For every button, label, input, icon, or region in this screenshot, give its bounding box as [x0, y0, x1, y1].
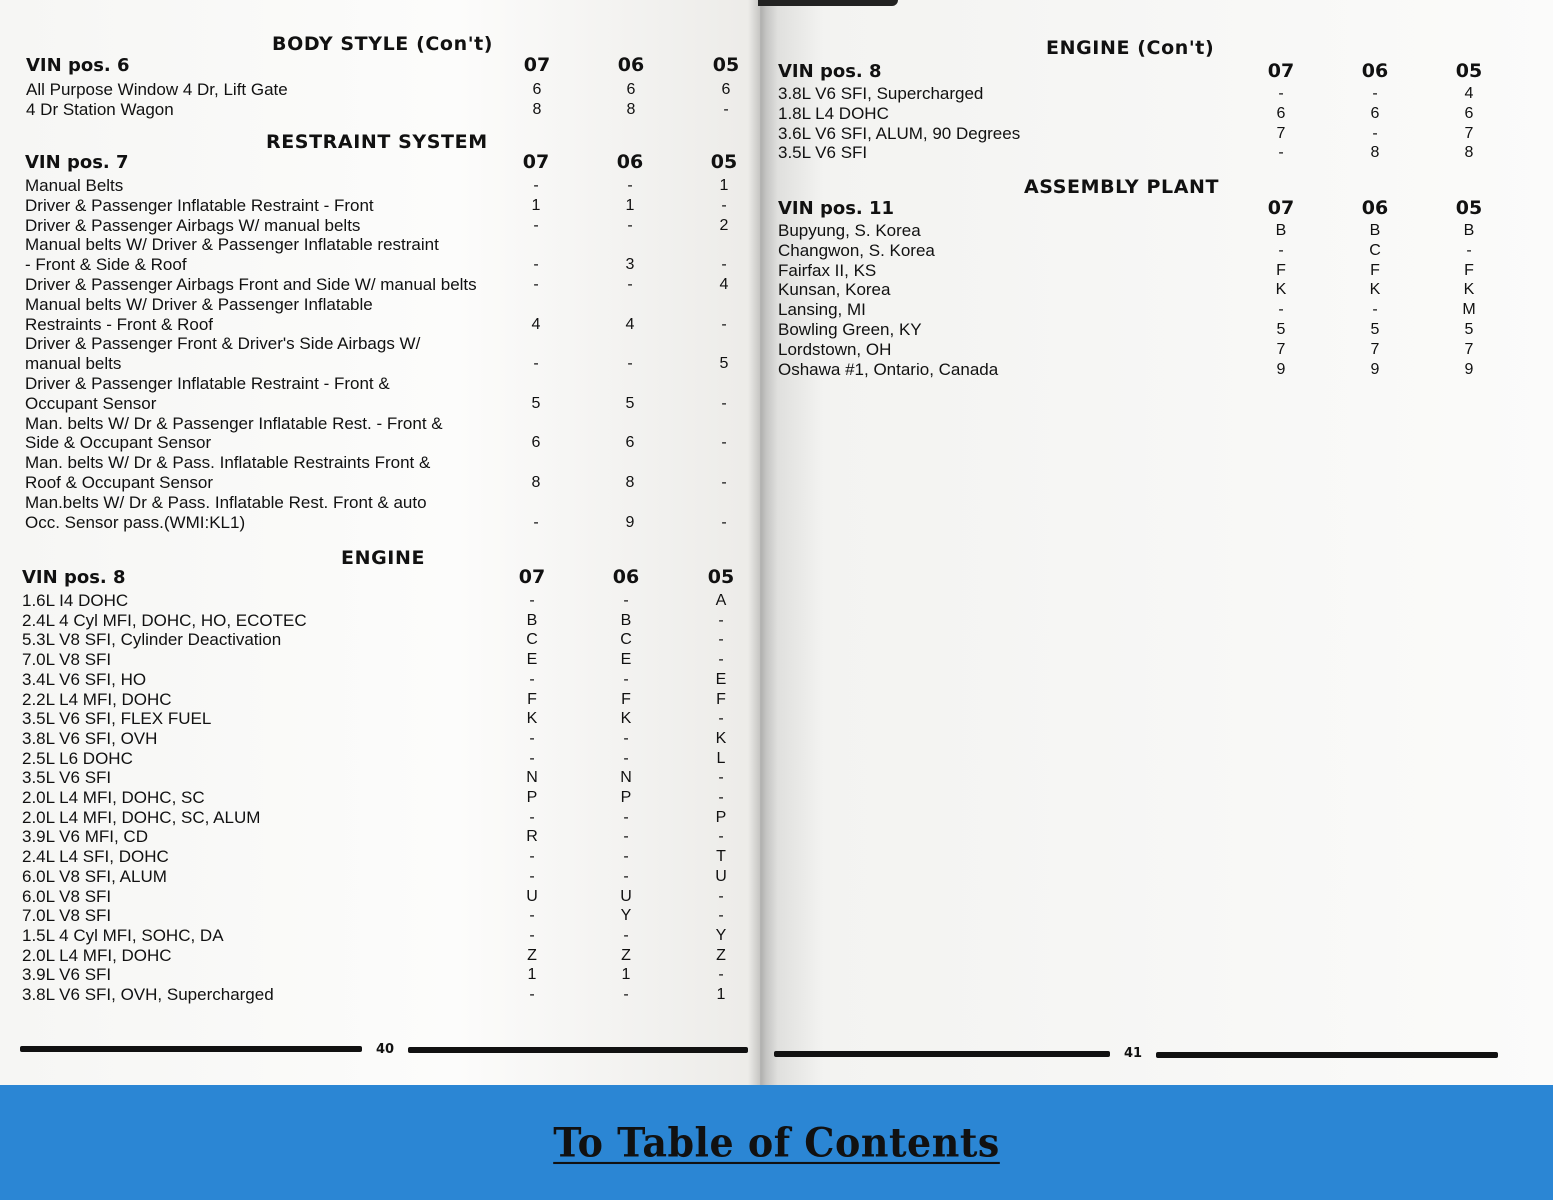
engine-row-value: -	[1278, 85, 1284, 102]
engine-row-value: 8	[1464, 144, 1474, 162]
body_style-row-label: 4 Dr Station Wagon	[26, 99, 174, 119]
assembly-row-value: B	[1463, 222, 1475, 239]
restraint-row-value: 8	[625, 474, 635, 491]
engine-row-value: F	[527, 690, 537, 708]
assembly-row-value: B	[1275, 222, 1287, 239]
engine-year-header: 05	[1455, 60, 1483, 82]
assembly-row-value: -	[1466, 241, 1472, 259]
engine-year-header: 07	[518, 566, 546, 588]
restraint-row-value: -	[627, 216, 633, 234]
assembly-row-value: K	[1463, 281, 1475, 299]
engine-row-value: -	[623, 592, 629, 609]
engine-row-value: -	[623, 828, 629, 846]
engine-row-value: 7	[1464, 124, 1474, 142]
engine-row-value: -	[623, 867, 629, 885]
engine-row-value: 6	[1370, 104, 1380, 122]
restraint-row-value: -	[533, 513, 539, 531]
assembly-row-value: B	[1369, 222, 1381, 239]
engine-row-label: 2.4L L4 SFI, DOHC	[22, 847, 169, 867]
engine-row-value: T	[716, 848, 726, 866]
engine-row-value: 7	[1276, 124, 1286, 142]
restraint-row-label: Roof & Occupant Sensor	[25, 473, 214, 492]
engine-row-value: K	[715, 729, 727, 747]
restraint-row-value: -	[627, 276, 633, 293]
engine-row-value: 8	[1370, 144, 1380, 162]
restraint-row-value: 8	[531, 474, 541, 491]
assembly-row-value: C	[1369, 241, 1381, 259]
assembly-row-value: K	[1275, 281, 1287, 299]
engine-row-value: -	[623, 926, 629, 944]
restraint-row-label: Occ. Sensor pass.(WMI:KL1)	[25, 512, 246, 532]
engine-row-value: -	[529, 729, 535, 747]
restraint-row-value: 6	[531, 434, 541, 452]
body_style-row-value: 8	[626, 100, 636, 118]
body_style-row-value: -	[723, 100, 729, 118]
restraint-row-label: Driver & Passenger Inflatable Restraint - Front	[25, 195, 374, 215]
restraint-row-value: -	[721, 434, 727, 452]
engine-row-value: P	[620, 789, 632, 806]
body_style-section-title: BODY STYLE (Con't)	[272, 33, 494, 55]
restraint-row-label: Man. belts W/ Dr & Passenger Inflatable Rest. - Front &	[25, 413, 443, 433]
engine-row-value: -	[529, 986, 535, 1003]
engine-row-label: 3.9L V6 SFI	[22, 965, 112, 985]
engine-row-label: 6.0L V8 SFI, ALUM	[22, 866, 167, 886]
assembly-year-header: 05	[1455, 197, 1483, 219]
engine-row-label: 3.8L V6 SFI, OVH	[22, 728, 158, 748]
page-rule-right-a	[774, 1051, 1110, 1057]
engine-row-value: -	[718, 769, 724, 787]
restraint-row-value: -	[533, 355, 539, 373]
restraint-row-label: Side & Occupant Sensor	[25, 433, 212, 453]
engine-row-label: 1.6L I4 DOHC	[22, 591, 129, 610]
engine-row-value: N	[620, 769, 632, 787]
body_style-row-value: 6	[626, 81, 636, 98]
restraint-row-value: 5	[531, 394, 541, 412]
restraint-row-label: Manual Belts	[25, 176, 124, 195]
page-rule-left-b	[408, 1047, 748, 1053]
engine-row-value: L	[716, 749, 726, 767]
engine-row-value: -	[623, 670, 629, 688]
assembly-row-value: M	[1462, 301, 1476, 319]
restraint-row-value: 2	[719, 216, 729, 234]
engine-row-label: 7.0L V8 SFI	[22, 906, 112, 926]
restraint-year-header: 05	[710, 151, 738, 173]
assembly-section-title: ASSEMBLY PLANT	[1024, 176, 1220, 198]
engine-row-value: 4	[1464, 85, 1474, 102]
engine-year-header: 07	[1267, 60, 1295, 82]
engine-row-value: F	[716, 690, 726, 708]
restraint-row-value: 4	[625, 315, 635, 333]
engine-row-value: B	[620, 611, 632, 629]
engine-row-value: -	[529, 926, 535, 944]
page-rule-right-b	[1156, 1052, 1498, 1058]
engine-row-value: Y	[620, 907, 632, 925]
engine-row-value: R	[526, 828, 538, 846]
body_style-row-label: All Purpose Window 4 Dr, Lift Gate	[26, 80, 288, 99]
engine-row-label: 3.5L V6 SFI	[778, 143, 868, 163]
assembly-row-value: 9	[1464, 360, 1474, 378]
assembly-row-value: 7	[1276, 340, 1286, 358]
assembly-row-value: -	[1372, 301, 1378, 319]
body_style-row-value: 8	[532, 100, 542, 118]
restraint-row-value: 5	[719, 355, 729, 373]
restraint-row-label: Manual belts W/ Driver & Passenger Inflatable	[25, 294, 373, 314]
restraint-row-value: 6	[625, 434, 635, 452]
restraint-row-label: manual belts	[25, 354, 122, 374]
engine-row-value: -	[623, 729, 629, 747]
assembly-row-value: 5	[1370, 321, 1380, 338]
engine-row-value: -	[623, 808, 629, 826]
restraint-row-value: -	[721, 315, 727, 333]
engine-row-value: N	[526, 769, 538, 787]
restraint-row-label: Man. belts W/ Dr & Pass. Inflatable Restraints Front &	[25, 453, 431, 473]
engine-row-label: 2.2L L4 MFI, DOHC	[22, 689, 172, 709]
table-of-contents-link[interactable]: To Table of Contents	[553, 1118, 1000, 1167]
engine-row-value: 6	[1276, 104, 1286, 122]
assembly-row-value: F	[1370, 261, 1380, 279]
assembly-row-value: 7	[1464, 340, 1474, 358]
restraint-row-label: Occupant Sensor	[25, 393, 157, 413]
engine-row-value: -	[718, 710, 724, 728]
engine-row-value: -	[529, 867, 535, 885]
restraint-row-value: -	[627, 355, 633, 373]
restraint-row-label: Driver & Passenger Airbags Front and Side W/ manual belts	[25, 275, 477, 294]
engine-row-label: 2.0L L4 MFI, DOHC, SC, ALUM	[22, 807, 261, 827]
assembly-row-value: F	[1276, 261, 1286, 279]
engine-row-value: Y	[715, 926, 727, 944]
restraint-row-value: 5	[625, 394, 635, 412]
assembly-row-label: Lansing, MI	[778, 300, 866, 320]
assembly-row-value: -	[1278, 241, 1284, 259]
restraint-section-title: RESTRAINT SYSTEM	[266, 131, 488, 153]
engine-row-value: -	[1372, 124, 1378, 142]
engine-row-label: 2.5L L6 DOHC	[22, 748, 133, 768]
engine-row-value: E	[715, 670, 727, 688]
engine-row-value: P	[526, 789, 538, 806]
right-page	[760, 0, 1553, 1085]
engine-row-value: 1	[716, 986, 726, 1003]
body_style-vin-label: VIN pos. 6	[26, 55, 130, 76]
engine-row-label: 3.8L V6 SFI, OVH, Supercharged	[22, 985, 274, 1004]
assembly-row-value: 9	[1276, 360, 1286, 378]
page-number: 40	[376, 1042, 395, 1057]
body_style-year-header: 07	[523, 54, 551, 76]
engine-row-value: 1	[527, 966, 537, 984]
engine-row-label: 3.9L V6 MFI, CD	[22, 827, 148, 847]
engine-row-value: E	[620, 651, 632, 669]
engine-row-value: U	[526, 887, 538, 905]
engine-row-value: K	[620, 710, 632, 728]
footer-bar	[0, 1085, 1553, 1200]
restraint-row-value: -	[627, 177, 633, 194]
engine-row-label: 3.5L V6 SFI	[22, 768, 112, 788]
restraint-row-value: 9	[625, 513, 635, 531]
engine-row-label: 1.5L 4 Cyl MFI, SOHC, DA	[22, 925, 224, 945]
engine-row-value: A	[715, 592, 727, 609]
body_style-row-value: 6	[532, 81, 542, 98]
assembly-row-value: F	[1464, 261, 1474, 279]
engine-row-value: -	[529, 808, 535, 826]
engine-row-label: 5.3L V8 SFI, Cylinder Deactivation	[22, 630, 282, 650]
engine-row-value: -	[718, 828, 724, 846]
restraint-row-label: Restraints - Front & Roof	[25, 314, 214, 334]
restraint-row-label: Driver & Passenger Inflatable Restraint - Front &	[25, 374, 390, 393]
assembly-row-label: Kunsan, Korea	[778, 280, 891, 300]
engine-row-label: 1.8L L4 DOHC	[778, 103, 889, 123]
assembly-row-label: Lordstown, OH	[778, 339, 892, 359]
engine-row-label: 6.0L V8 SFI	[22, 886, 112, 906]
engine-row-label: 3.4L V6 SFI, HO	[22, 669, 147, 689]
restraint-row-value: 3	[625, 256, 635, 274]
engine-row-value: P	[715, 808, 727, 826]
restraint-row-value: -	[533, 256, 539, 274]
engine-row-value: U	[620, 887, 632, 905]
restraint-row-value: -	[721, 394, 727, 412]
restraint-row-value: -	[533, 276, 539, 293]
page-edge-shadow	[758, 0, 898, 6]
engine-section-title: ENGINE	[341, 547, 426, 569]
restraint-row-value: -	[721, 256, 727, 274]
restraint-row-label: Manual belts W/ Driver & Passenger Inflatable restraint	[25, 235, 439, 255]
assembly-row-value: -	[1278, 301, 1284, 319]
restraint-row-value: 1	[531, 196, 541, 214]
engine-row-value: U	[715, 867, 727, 885]
engine-row-label: 2.0L L4 MFI, DOHC, SC	[22, 788, 205, 807]
assembly-row-label: Bowling Green, KY	[778, 320, 922, 339]
engine-row-value: -	[718, 789, 724, 806]
restraint-row-value: 4	[531, 315, 541, 333]
engine-row-value: -	[718, 611, 724, 629]
restraint-row-value: -	[533, 177, 539, 194]
engine-row-value: -	[718, 887, 724, 905]
engine-row-value: C	[526, 631, 538, 649]
restraint-row-label: - Front & Side & Roof	[25, 255, 187, 275]
engine-row-value: 6	[1464, 104, 1474, 122]
engine-vin-label: VIN pos. 8	[22, 567, 126, 588]
assembly-vin-label: VIN pos. 11	[778, 198, 895, 219]
engine-row-label: 7.0L V8 SFI	[22, 650, 112, 670]
assembly-year-header: 07	[1267, 197, 1295, 219]
restraint-year-header: 07	[522, 151, 550, 173]
engine-row-label: 2.0L L4 MFI, DOHC	[22, 945, 172, 965]
engine-row-value: -	[623, 749, 629, 767]
restraint-row-value: -	[533, 216, 539, 234]
engine-row-value: Z	[527, 946, 537, 964]
restraint-vin-label: VIN pos. 7	[25, 152, 129, 173]
page-number: 41	[1124, 1046, 1143, 1061]
engine-row-value: -	[529, 848, 535, 866]
engine-row-value: -	[718, 651, 724, 669]
restraint-row-value: -	[721, 196, 727, 214]
restraint-row-value: 1	[719, 177, 729, 194]
engine-section-title: ENGINE (Con't)	[1046, 37, 1215, 59]
assembly-row-label: Bupyung, S. Korea	[778, 221, 921, 240]
restraint-row-label: Driver & Passenger Front & Driver's Side Airbags W/	[25, 334, 421, 354]
restraint-row-value: -	[721, 513, 727, 531]
engine-row-value: -	[529, 907, 535, 925]
engine-row-label: 3.8L V6 SFI, Supercharged	[778, 84, 984, 103]
engine-row-value: C	[620, 631, 632, 649]
engine-row-value: -	[1278, 144, 1284, 162]
engine-year-header: 06	[612, 566, 640, 588]
assembly-row-value: 5	[1276, 321, 1286, 338]
engine-row-value: B	[526, 611, 538, 629]
engine-row-value: Z	[621, 946, 631, 964]
engine-row-value: -	[718, 631, 724, 649]
engine-row-value: K	[526, 710, 538, 728]
assembly-row-value: 5	[1464, 321, 1474, 338]
restraint-row-label: Man.belts W/ Dr & Pass. Inflatable Rest. Front & auto	[25, 492, 427, 512]
engine-row-value: -	[623, 986, 629, 1003]
restraint-row-value: 4	[719, 276, 729, 293]
assembly-row-label: Changwon, S. Korea	[778, 240, 935, 260]
engine-row-value: -	[718, 966, 724, 984]
assembly-year-header: 06	[1361, 197, 1389, 219]
engine-row-value: 1	[621, 966, 631, 984]
engine-row-value: -	[529, 592, 535, 609]
assembly-row-value: 9	[1370, 360, 1380, 378]
engine-row-value: F	[621, 690, 631, 708]
engine-row-value: E	[526, 651, 538, 669]
engine-row-value: -	[1372, 85, 1378, 102]
assembly-row-label: Oshawa #1, Ontario, Canada	[778, 359, 999, 379]
engine-row-value: Z	[716, 946, 726, 964]
engine-year-header: 06	[1361, 60, 1389, 82]
body_style-year-header: 06	[617, 54, 645, 76]
restraint-row-value: 1	[625, 196, 635, 214]
engine-row-label: 3.5L V6 SFI, FLEX FUEL	[22, 709, 212, 729]
restraint-row-value: -	[721, 474, 727, 491]
restraint-year-header: 06	[616, 151, 644, 173]
assembly-row-value: 7	[1370, 340, 1380, 358]
body_style-year-header: 05	[712, 54, 740, 76]
assembly-row-label: Fairfax II, KS	[778, 260, 877, 280]
engine-row-value: -	[529, 749, 535, 767]
engine-row-value: -	[623, 848, 629, 866]
engine-row-value: -	[529, 670, 535, 688]
engine-row-label: 2.4L 4 Cyl MFI, DOHC, HO, ECOTEC	[22, 610, 307, 630]
restraint-row-label: Driver & Passenger Airbags W/ manual belts	[25, 215, 361, 235]
body_style-row-value: 6	[721, 81, 731, 98]
assembly-row-value: K	[1369, 281, 1381, 299]
engine-row-value: -	[718, 907, 724, 925]
engine-row-label: 3.6L V6 SFI, ALUM, 90 Degrees	[778, 123, 1021, 143]
page-rule-left-a	[20, 1046, 362, 1052]
book-gutter	[748, 0, 778, 1085]
engine-year-header: 05	[707, 566, 735, 588]
engine-vin-label: VIN pos. 8	[778, 61, 882, 82]
